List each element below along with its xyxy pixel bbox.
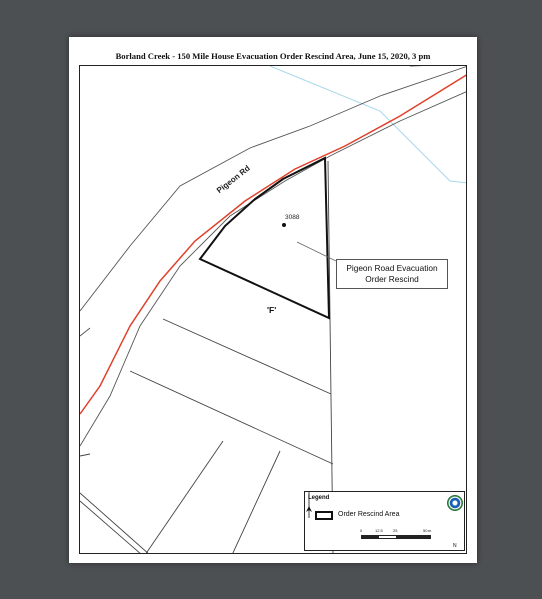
lot-label: 'F' — [267, 305, 277, 315]
legend-title: Legend — [308, 495, 330, 501]
legend-item-label: Order Rescind Area — [338, 511, 400, 518]
parcel-line-8 — [80, 501, 142, 554]
scale-tick-1: 12.5 — [375, 528, 383, 533]
creek-line — [270, 66, 467, 183]
parcel-line-3 — [80, 454, 90, 456]
scale-tick-0: 0 — [360, 528, 363, 533]
parcel-line-1 — [163, 319, 331, 394]
parcel-line-7 — [80, 493, 150, 554]
scale-tick-2: 25 — [393, 528, 398, 533]
rescind-callout — [336, 259, 448, 289]
scale-unit: m — [428, 528, 432, 533]
callout-line-1: Pigeon Road Evacuation — [346, 263, 438, 273]
legend-box — [304, 491, 465, 551]
callout-leader — [297, 242, 336, 261]
map-title: Borland Creek - 150 Mile House Evacuation Order Rescind Area, June 15, 2020, 3 pm — [115, 51, 431, 61]
road-label: Pigeon Rd — [215, 163, 252, 196]
scale-bar — [361, 535, 431, 539]
road-centerline — [80, 74, 467, 414]
parcel-line-2 — [130, 371, 333, 464]
emergency-logo-icon — [447, 495, 463, 511]
parcel-number: 3088 — [285, 214, 300, 221]
map-frame — [79, 65, 467, 554]
scale-tick-3: 50 — [423, 528, 428, 533]
north-arrow-icon — [305, 492, 313, 518]
callout-line-2: Order Rescind — [365, 274, 419, 284]
north-label: N — [453, 543, 457, 549]
road-edge-inner — [80, 328, 90, 336]
map-page — [69, 37, 477, 563]
parcel-line-6 — [232, 451, 280, 554]
rescind-area-boundary — [200, 158, 329, 318]
parcel-marker — [282, 223, 286, 227]
parcel-line-5 — [145, 441, 223, 554]
legend-swatch — [315, 511, 333, 520]
